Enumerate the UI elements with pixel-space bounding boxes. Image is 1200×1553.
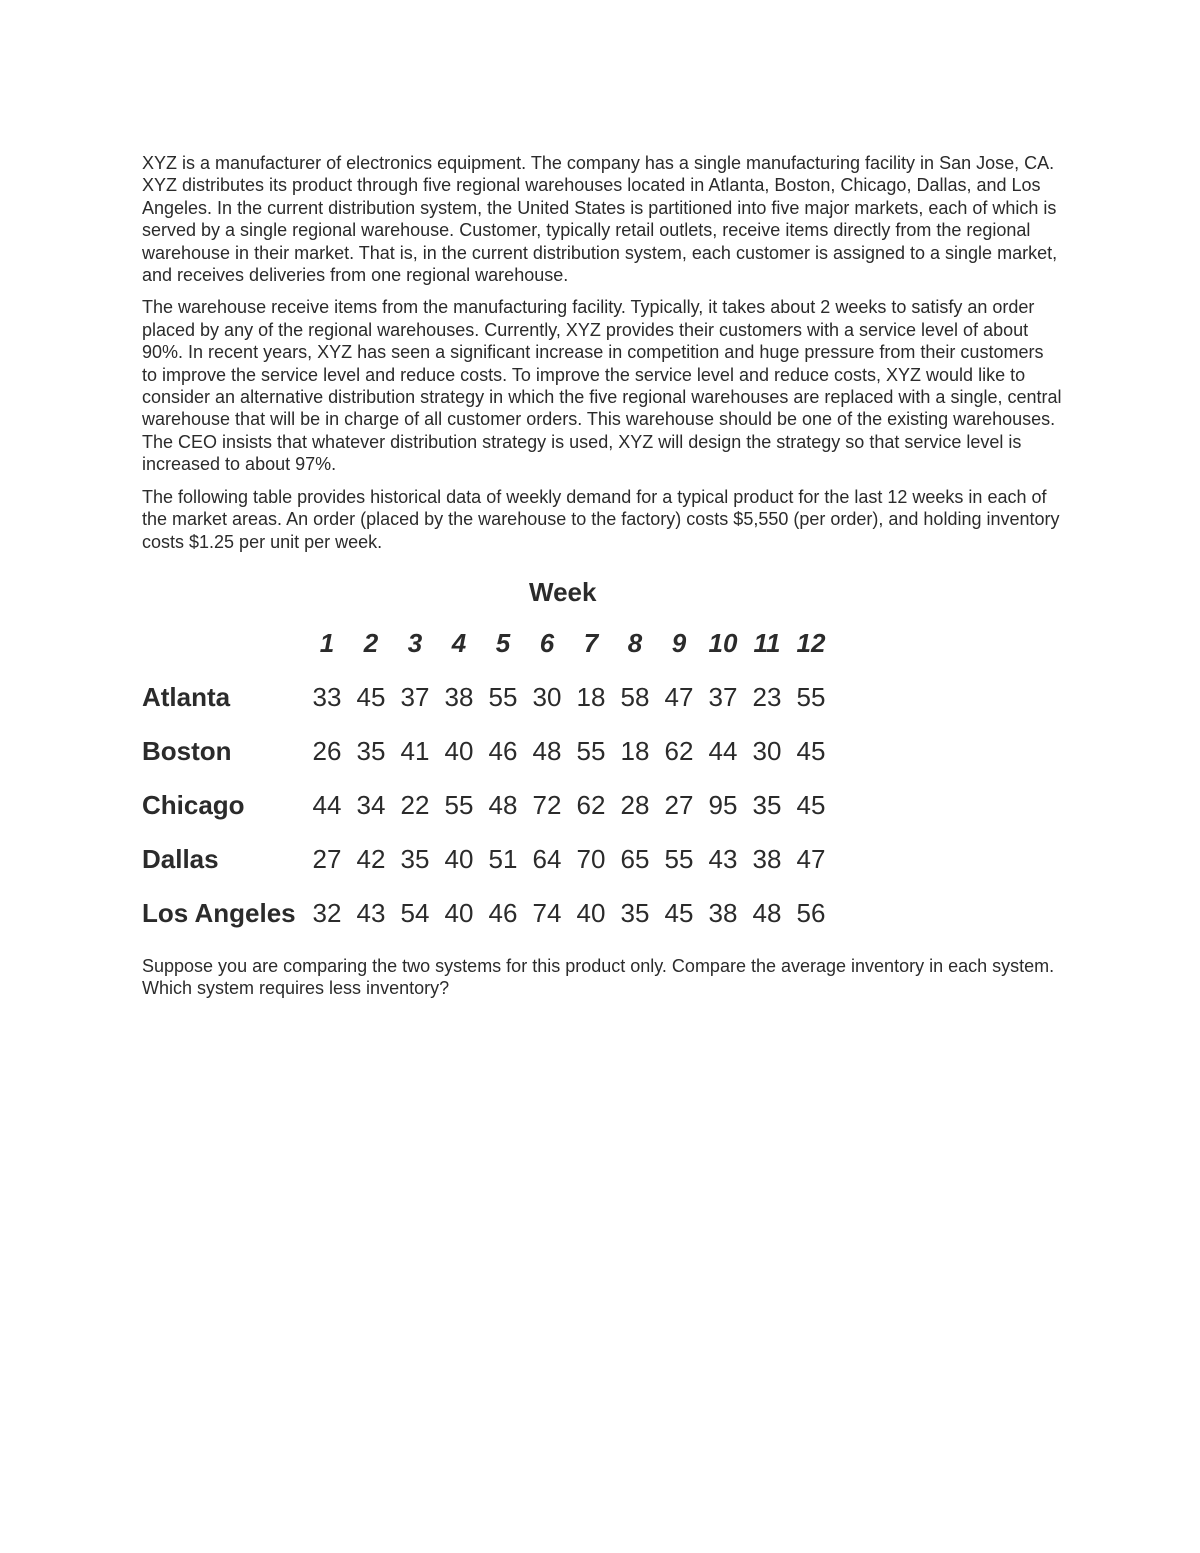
demand-value: 37 — [708, 682, 738, 713]
demand-value: 47 — [796, 844, 826, 875]
demand-value: 28 — [620, 790, 650, 821]
demand-value: 44 — [708, 736, 738, 767]
demand-value: 74 — [532, 898, 562, 929]
table-row — [142, 671, 833, 725]
demand-value: 38 — [708, 898, 738, 929]
demand-value: 62 — [664, 736, 694, 767]
market-name: Dallas — [142, 844, 219, 875]
demand-value: 32 — [312, 898, 342, 929]
demand-value: 64 — [532, 844, 562, 875]
table-row — [142, 725, 833, 779]
demand-value: 40 — [576, 898, 606, 929]
demand-value: 46 — [488, 736, 518, 767]
demand-value: 55 — [664, 844, 694, 875]
market-name: Chicago — [142, 790, 245, 821]
demand-value: 45 — [796, 790, 826, 821]
demand-value: 38 — [752, 844, 782, 875]
demand-value: 22 — [400, 790, 430, 821]
week-header-row — [142, 617, 833, 671]
demand-value: 40 — [444, 736, 474, 767]
demand-value: 37 — [400, 682, 430, 713]
demand-value: 40 — [444, 844, 474, 875]
demand-value: 95 — [708, 790, 738, 821]
market-name: Boston — [142, 736, 232, 767]
demand-value: 35 — [752, 790, 782, 821]
demand-value: 55 — [796, 682, 826, 713]
demand-value: 54 — [400, 898, 430, 929]
demand-value: 43 — [708, 844, 738, 875]
demand-value: 72 — [532, 790, 562, 821]
demand-value: 45 — [796, 736, 826, 767]
demand-value: 30 — [752, 736, 782, 767]
demand-value: 56 — [796, 898, 826, 929]
question-paragraph: Suppose you are comparing the two systems for this product only. Compare the average inventory in each system. Which system requires less inventory? — [142, 955, 1055, 999]
demand-value: 41 — [400, 736, 430, 767]
week-number: 4 — [451, 628, 467, 659]
week-number: 8 — [627, 628, 643, 659]
demand-value: 38 — [444, 682, 474, 713]
table-row — [142, 887, 833, 941]
demand-value: 27 — [664, 790, 694, 821]
demand-value: 46 — [488, 898, 518, 929]
week-number: 9 — [671, 628, 687, 659]
demand-value: 48 — [752, 898, 782, 929]
table-corner-cell — [142, 617, 305, 671]
warehouse-paragraph: The warehouse receive items from the manufacturing facility. Typically, it takes about 2 weeks to satisfy an order placed by any of the regional warehouses. Currently, XYZ provides their customers with a service level of about 90%. In recent years, XYZ has seen a significant increase in competition and huge pressure from their customers to improve the service level and reduce costs. To improve the service level and reduce costs, XYZ would like to consider an alternative distribution strategy in which the five regional warehouses are replaced with a single, central warehouse that will be in charge of all customer orders. This warehouse should be one of the existing warehouses. The CEO insists that whatever distribution strategy is used, XYZ will design the strategy so that service level is increased to about 97%. — [142, 297, 1062, 475]
demand-value: 55 — [576, 736, 606, 767]
week-heading: Week — [529, 576, 597, 607]
demand-value: 33 — [312, 682, 342, 713]
table-row — [142, 833, 833, 887]
demand-value: 35 — [400, 844, 430, 875]
table-intro-paragraph: The following table provides historical data of weekly demand for a typical product for the last 12 weeks in each of the market areas. An order (placed by the warehouse to the factory) costs $5,550 (per order), and holding inventory costs $1.25 per unit per week. — [142, 486, 1060, 552]
week-number: 3 — [407, 628, 423, 659]
demand-value: 48 — [532, 736, 562, 767]
week-number: 7 — [583, 628, 599, 659]
demand-value: 27 — [312, 844, 342, 875]
demand-value: 45 — [356, 682, 386, 713]
intro-paragraph: XYZ is a manufacturer of electronics equipment. The company has a single manufacturing facility in San Jose, CA. XYZ distributes its product through five regional warehouses located in Atlanta, Boston, Chicago, Dallas, and Los Angeles. In the current distribution system, the United States is partitioned into five major markets, each of which is served by a single regional warehouse. Customer, typically retail outlets, receive items directly from the regional warehouse in their market. That is, in the current distribution system, each customer is assigned to a single market, and receives deliveries from one regional warehouse. — [142, 153, 1058, 286]
demand-value: 34 — [356, 790, 386, 821]
demand-value: 42 — [356, 844, 386, 875]
week-number: 11 — [753, 628, 781, 659]
demand-value: 26 — [312, 736, 342, 767]
demand-value: 55 — [444, 790, 474, 821]
market-name: Los Angeles — [142, 898, 296, 929]
demand-value: 40 — [444, 898, 474, 929]
week-number: 12 — [796, 628, 826, 659]
demand-value: 30 — [532, 682, 562, 713]
demand-value: 35 — [620, 898, 650, 929]
demand-value: 45 — [664, 898, 694, 929]
demand-value: 18 — [576, 682, 606, 713]
demand-value: 62 — [576, 790, 606, 821]
demand-value: 55 — [488, 682, 518, 713]
demand-value: 18 — [620, 736, 650, 767]
week-number: 2 — [363, 628, 379, 659]
demand-value: 58 — [620, 682, 650, 713]
demand-value: 47 — [664, 682, 694, 713]
demand-value: 65 — [620, 844, 650, 875]
demand-value: 23 — [752, 682, 782, 713]
demand-value: 48 — [488, 790, 518, 821]
market-name: Atlanta — [142, 682, 231, 713]
week-number: 5 — [495, 628, 511, 659]
demand-value: 35 — [356, 736, 386, 767]
demand-value: 70 — [576, 844, 606, 875]
demand-table-section — [142, 575, 842, 941]
demand-table — [142, 617, 833, 941]
week-number: 6 — [539, 628, 555, 659]
document-page — [142, 152, 1062, 1010]
week-number: 1 — [319, 628, 335, 659]
table-row — [142, 779, 833, 833]
demand-value: 43 — [356, 898, 386, 929]
demand-value: 51 — [488, 844, 518, 875]
week-number: 10 — [708, 628, 738, 659]
demand-value: 44 — [312, 790, 342, 821]
